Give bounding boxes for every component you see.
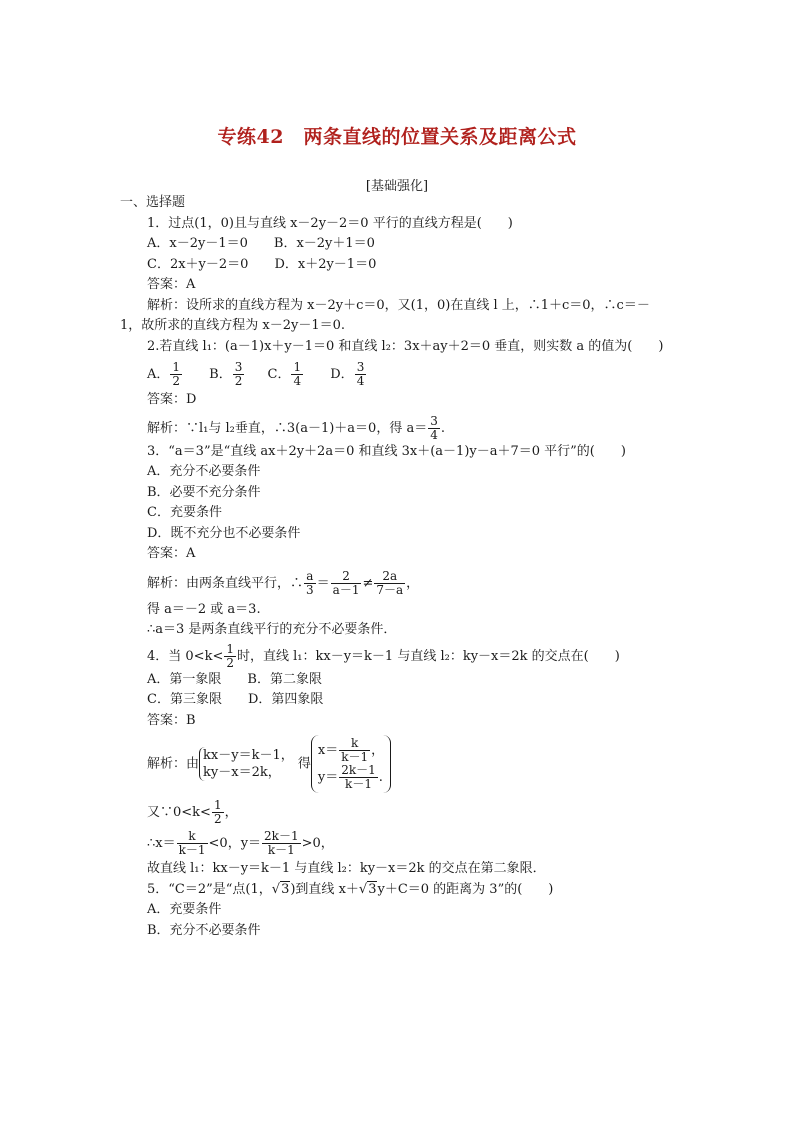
y-label: y＝: [317, 770, 339, 785]
denominator: 4: [293, 374, 302, 388]
q2-analysis-text: 解析：∵l₁与 l₂垂直，∴3(a－1)＋a＝0，得 a＝: [147, 420, 428, 436]
q4-line3-y-fraction: [262, 830, 301, 857]
q2-option-d-fraction: [355, 361, 367, 388]
solution-y-fraction: [339, 764, 378, 791]
q4-line3-text: ∴x＝: [147, 836, 176, 851]
denominator: 2: [234, 374, 243, 388]
q2-option-d-label: D．: [330, 367, 354, 382]
q2-answer: 答案：D: [147, 392, 197, 407]
y-end: .: [378, 770, 383, 785]
q5-stem-mid: )到直线 x＋: [290, 881, 359, 897]
numerator: 3: [234, 360, 243, 374]
numerator: 1: [213, 798, 222, 812]
solution-x-fraction: [339, 737, 370, 764]
denominator: 4: [356, 374, 365, 388]
q4-option-d: D．第四象限: [247, 692, 324, 707]
numerator: k: [339, 737, 370, 751]
q5-option-a: A．充要条件: [147, 902, 222, 917]
q4-analysis-line4: 故直线 l₁：kx－y＝k－1 与直线 l₂：ky－x＝2k 的交点在第二象限．: [147, 861, 546, 876]
q4-analysis-line3: [120, 830, 680, 857]
numerator: 2: [331, 570, 362, 584]
q4-stem-fraction: [224, 643, 236, 670]
q4-answer: 答案：B: [147, 712, 196, 728]
numerator: 2k－1: [264, 829, 299, 843]
denominator: 2: [172, 374, 181, 388]
system-equation-2: ky－x＝2k，: [203, 765, 281, 780]
numerator: 1: [172, 360, 181, 374]
equals-sign: ＝: [316, 575, 330, 591]
numerator: a: [304, 570, 316, 584]
solution-y: [318, 764, 384, 791]
q4-analysis-line2: [120, 799, 680, 826]
q4-line2-end: ，: [224, 805, 238, 820]
q3-option-a: A．充分不必要条件: [147, 464, 261, 479]
q4-stem: [120, 643, 680, 670]
q4-analysis-text: 解析：由: [147, 756, 200, 772]
q4-line2-fraction: [212, 799, 224, 826]
q1-option-d: D．x＋2y－1＝0: [274, 256, 377, 272]
denominator: k－1: [341, 750, 369, 764]
q5-stem-text: 5．“C＝2”是“点(1，: [147, 881, 272, 897]
q2-option-a-label: A．: [147, 367, 170, 382]
x-label: x＝: [317, 743, 339, 758]
q1-analysis-line1: 解析：设所求的直线方程为 x－2y＋c＝0，又(1，0)在直线 l 上，∴1＋c＝0，∴c＝－: [147, 297, 650, 313]
q4-stem-rest: 时，直线 l₁：kx－y＝k－1 与直线 l₂：ky－x＝2k 的交点在( ): [236, 648, 620, 664]
q5-stem-end: y＋C＝0 的距离为 3”的( ): [377, 881, 554, 897]
denominator: 7－a: [376, 582, 404, 597]
q3-fraction-1: [304, 570, 316, 597]
denominator: 3: [306, 582, 314, 597]
q3-fraction-3: [374, 570, 405, 597]
denominator: a－1: [332, 582, 360, 597]
q4-option-a: A．第一象限: [147, 671, 222, 687]
q3-option-b: B．必要不充分条件: [147, 484, 261, 500]
denominator: 4: [430, 427, 438, 442]
q3-analysis-line3: ∴a＝3 是两条直线平行的充分不必要条件．: [147, 622, 397, 637]
q4-options-cd: [120, 690, 680, 711]
denominator: 2: [226, 655, 234, 670]
q4-analysis: [120, 735, 680, 793]
q2-stem: 2.若直线 l₁：(a－1)x＋y－1＝0 和直线 l₂：3x＋ay＋2＝0 垂直，则实数 a 的值为( ): [147, 338, 664, 354]
q1-stem: 1．过点(1，0)且与直线 x－2y－2＝0 平行的直线方程是( ): [147, 215, 513, 231]
sqrt-radicand-1: 3: [281, 881, 290, 897]
q3-option-c: C．充要条件: [147, 505, 222, 520]
q4-stem-text: 4．当 0<k<: [147, 648, 224, 664]
q3-analysis-end: ，: [406, 575, 420, 591]
q2-analysis: [120, 415, 680, 442]
q4-solution-system: [311, 735, 391, 793]
q4-option-c: C．第三象限: [147, 692, 222, 707]
q1-options-cd: [120, 255, 680, 276]
q4-line3-end: >0，: [301, 836, 334, 851]
q3-analysis: [120, 570, 680, 597]
page-title: 专练42 两条直线的位置关系及距离公式: [217, 126, 577, 148]
q3-analysis-line2: 得 a＝－2 或 a＝3.: [147, 601, 261, 617]
system-equation-1: kx－y＝k－1，: [203, 748, 294, 763]
q3-analysis-text: 解析：由两条直线平行，∴: [147, 575, 304, 591]
q2-analysis-end: .: [440, 420, 445, 436]
q4-line3-x-fraction: [177, 830, 208, 857]
numerator: 1: [293, 360, 302, 374]
denominator: k－1: [345, 777, 372, 791]
q4-options-ab: [120, 670, 680, 691]
q4-line2-text: 又∵0<k<: [147, 805, 211, 820]
q4-option-b: B．第二象限: [247, 671, 322, 687]
numerator: 2k－1: [341, 763, 376, 777]
q3-option-d: D．既不充分也不必要条件: [147, 525, 301, 541]
solution-x: [318, 737, 384, 764]
sqrt-radicand-2: 3: [368, 881, 377, 897]
q2-option-a-fraction: [170, 361, 182, 388]
numerator: 1: [226, 641, 234, 656]
q2-option-c-fraction: [291, 361, 303, 388]
q1-answer: 答案：A: [147, 277, 196, 292]
section-subtitle: [基础强化]: [365, 179, 429, 194]
section-heading: 一、选择题: [120, 195, 186, 210]
q4-equation-system: [199, 747, 294, 781]
q5-stem: 5．“C＝2”是“点(1，√3)到直线 x＋√3y＋C＝0 的距离为 3”的( ): [147, 881, 554, 897]
q3-stem: 3．“a＝3”是“直线 ax＋2y＋2a＝0 和直线 3x＋(a－1)y－a＋7＝0 平行”的( ): [147, 443, 626, 459]
q1-option-c: C．2x＋y－2＝0: [147, 256, 249, 272]
q1-options-ab: [120, 234, 680, 255]
q5-option-b: B．充分不必要条件: [147, 922, 261, 938]
q2-options: [120, 361, 680, 388]
q1-option-b: B．x－2y＋1＝0: [273, 236, 375, 251]
q4-result-word: 得: [297, 756, 311, 772]
q3-fraction-2: [331, 570, 362, 597]
exercise-content: [120, 193, 680, 941]
numerator: 3: [356, 360, 365, 374]
q1-option-a: A．x－2y－1＝0: [147, 236, 248, 251]
q1-analysis-line2: 1，故所求的直线方程为 x－2y－1＝0.: [120, 318, 346, 333]
x-end: ，: [371, 743, 385, 758]
q3-answer: 答案：A: [147, 546, 196, 561]
q2-analysis-fraction: [428, 415, 440, 442]
numerator: k: [177, 830, 208, 844]
q4-line3-mid: <0，y＝: [208, 836, 262, 851]
q2-option-b-label: B．: [209, 367, 232, 382]
denominator: k－1: [267, 843, 295, 857]
q2-option-b-fraction: [233, 361, 245, 388]
denominator: 2: [213, 812, 222, 826]
numerator: 2a: [374, 570, 405, 584]
not-equal-sign: ≠: [362, 575, 374, 591]
numerator: 3: [430, 413, 438, 428]
denominator: k－1: [178, 843, 206, 857]
q2-option-c-label: C．: [267, 367, 291, 382]
